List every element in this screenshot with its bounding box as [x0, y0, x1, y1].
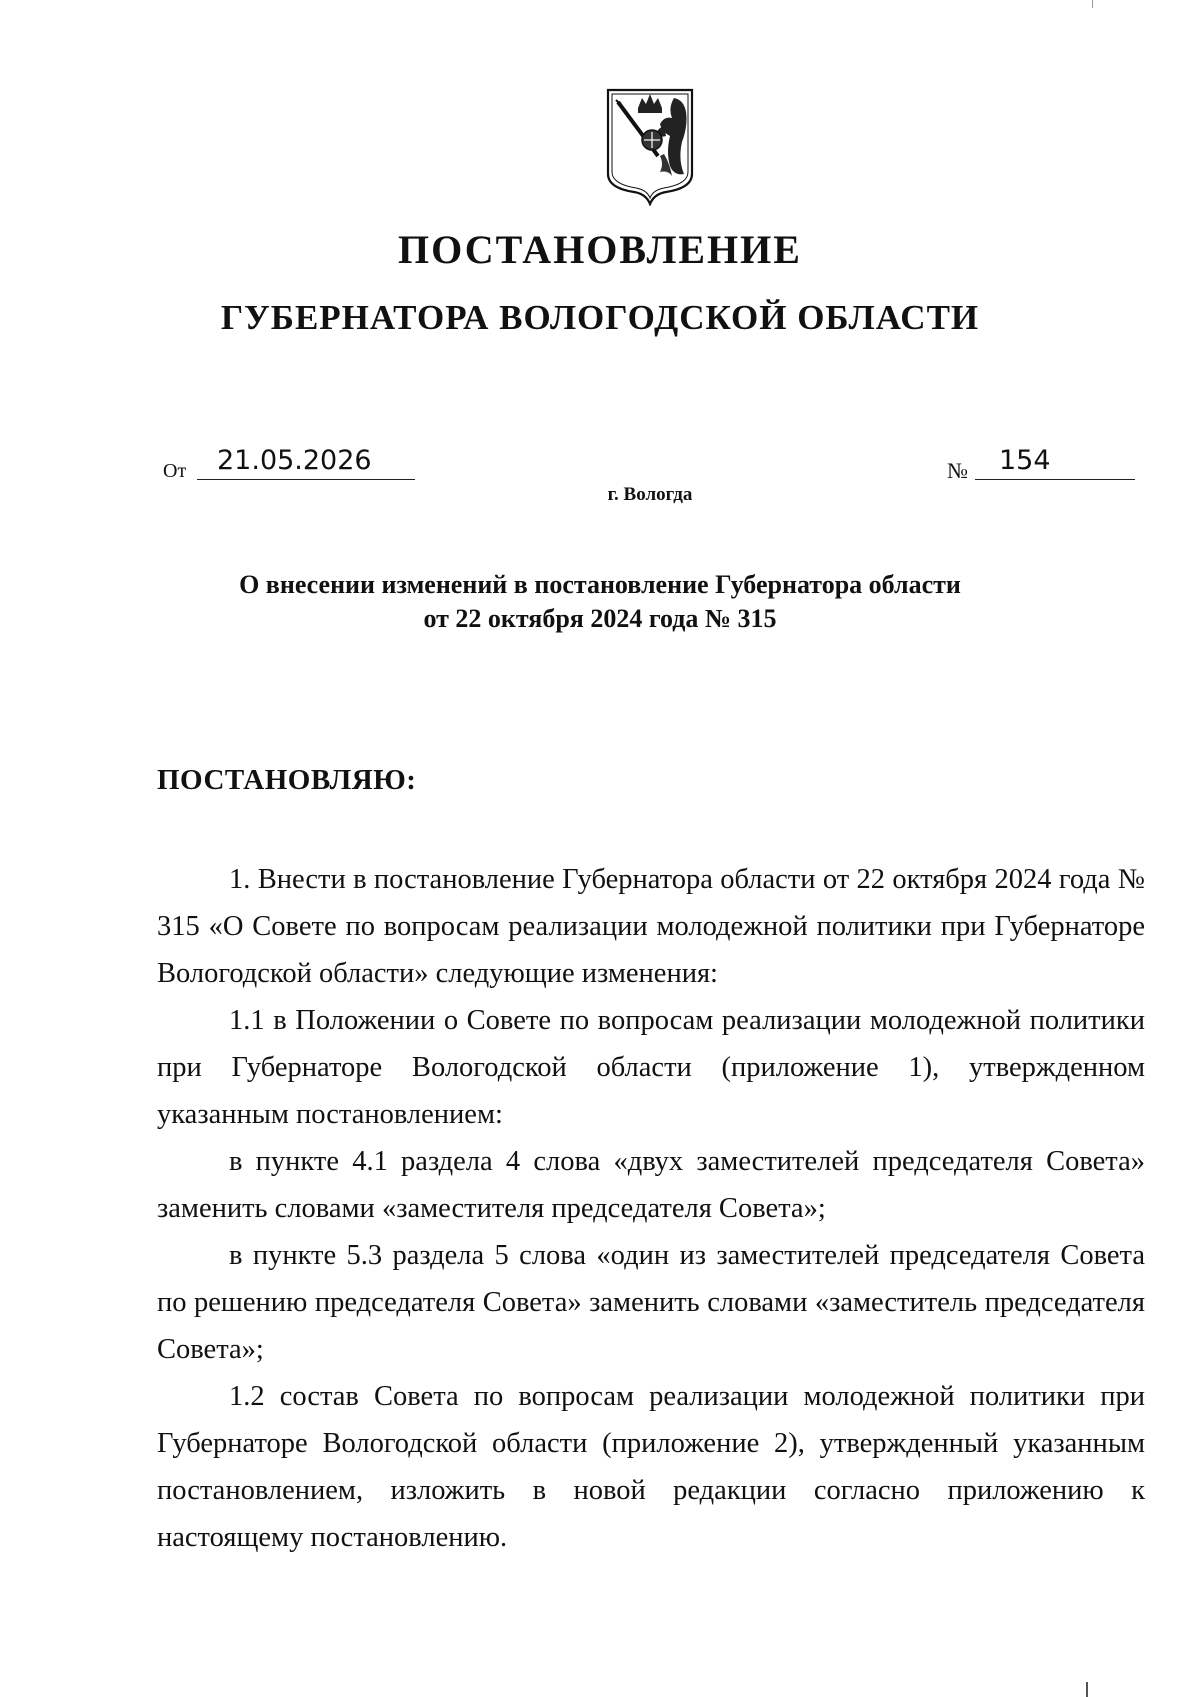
paragraph-1-1: 1.1 в Положении о Совете по вопросам реализации молодежной политики при Губернаторе Вологодской области (приложение 1), утвержденном указанным постановлением:	[157, 1005, 1145, 1130]
city-name: г. Вологда	[607, 484, 693, 505]
subject-line-2: от 22 октября 2024 года № 315	[423, 604, 777, 633]
subject-line-1: О внесении изменений в постановление Губернатора области	[239, 570, 961, 599]
decree-heading: ПОСТАНОВЛЯЮ:	[157, 764, 417, 796]
paragraph-1: 1. Внести в постановление Губернатора области от 22 октября 2024 года № 315 «О Совете по вопросам реализации молодежной политики при Губернаторе Вологодской области» следующие изменения:	[157, 864, 1145, 989]
document-body	[157, 856, 1145, 1561]
paragraph-amend-5-3: в пункте 5.3 раздела 5 слова «один из заместителей председателя Совета по решению председателя Совета» заменить словами «заместитель председателя Совета»;	[157, 1240, 1145, 1365]
vologda-coat-of-arms-icon	[604, 86, 696, 206]
document-subject	[0, 568, 1200, 636]
date-value: 21.05.2026	[197, 446, 415, 480]
number-value: 154	[975, 446, 1135, 480]
date-label: От	[163, 460, 187, 482]
document-title: ПОСТАНОВЛЕНИЕ	[398, 227, 802, 272]
issuer-title: ГУБЕРНАТОРА ВОЛОГОДСКОЙ ОБЛАСТИ	[220, 298, 980, 337]
scan-mark	[1086, 1682, 1088, 1697]
paragraph-amend-4-1: в пункте 4.1 раздела 4 слова «двух заместителей председателя Совета» заменить словами «заместителя председателя Совета»;	[157, 1146, 1145, 1224]
number-label: №	[947, 458, 968, 483]
scan-mark	[1092, 0, 1093, 8]
paragraph-1-2: 1.2 состав Совета по вопросам реализации молодежной политики при Губернаторе Вологодской области (приложение 2), утвержденный указанным постановлением, изложить в новой редакции согласно приложению к настоящему постановлению.	[157, 1381, 1145, 1553]
